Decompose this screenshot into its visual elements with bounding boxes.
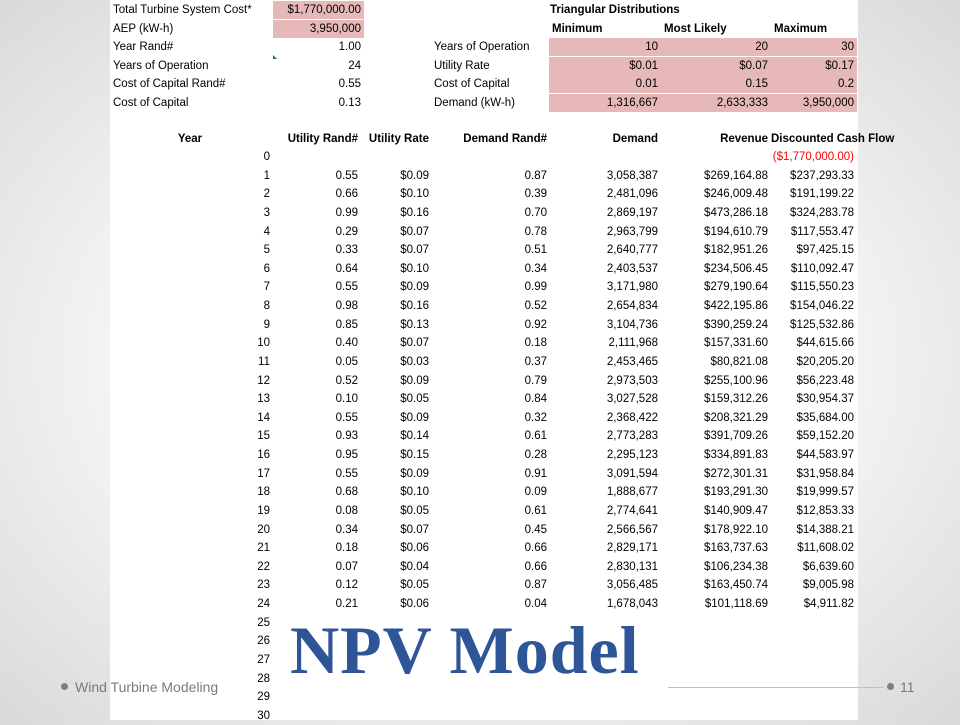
triangular-value: $0.07 bbox=[661, 57, 771, 75]
table-cell bbox=[771, 614, 857, 632]
table-cell: $269,164.88 bbox=[704, 169, 768, 182]
table-cell: $9,005.98 bbox=[802, 579, 854, 592]
table-cell bbox=[661, 651, 771, 669]
input-value: 1.00 bbox=[338, 41, 361, 54]
year-cell: 3 bbox=[263, 206, 270, 219]
table-cell: $0.10 bbox=[400, 262, 429, 275]
table-cell bbox=[273, 707, 361, 725]
table-cell: $0.07 bbox=[400, 523, 429, 536]
triangular-label: Demand (kW-h) bbox=[434, 97, 515, 109]
table-cell: $0.13 bbox=[400, 318, 429, 331]
table-cell: 3,171,980 bbox=[606, 281, 658, 294]
table-cell: $56,223.48 bbox=[796, 374, 854, 387]
column-header: Demand bbox=[612, 133, 658, 145]
table-cell: 0.52 bbox=[524, 300, 547, 313]
table-cell: $6,639.60 bbox=[802, 560, 854, 573]
table-cell: 0.05 bbox=[335, 355, 358, 368]
year-cell: 10 bbox=[257, 337, 270, 350]
triangular-value: 1,316,667 bbox=[549, 94, 661, 112]
table-cell: $44,615.66 bbox=[796, 337, 854, 350]
cell-comment-marker bbox=[273, 55, 277, 59]
table-cell bbox=[432, 707, 550, 725]
table-cell: $19,999.57 bbox=[796, 486, 854, 499]
table-cell: $334,891.83 bbox=[704, 449, 768, 462]
column-header: Year bbox=[177, 133, 203, 145]
triangular-value: 20 bbox=[661, 38, 771, 56]
table-cell bbox=[273, 148, 361, 166]
table-cell: $31,958.84 bbox=[796, 467, 854, 480]
table-cell: 0.37 bbox=[524, 355, 547, 368]
year-cell: 26 bbox=[257, 635, 270, 648]
table-cell: 0.45 bbox=[524, 523, 547, 536]
table-cell: $154,046.22 bbox=[790, 300, 854, 313]
table-cell: 0.91 bbox=[524, 467, 547, 480]
table-cell: $0.07 bbox=[400, 225, 429, 238]
table-cell: 2,640,777 bbox=[606, 244, 658, 257]
table-cell: 0.55 bbox=[335, 281, 358, 294]
table-cell: $391,709.26 bbox=[704, 430, 768, 443]
table-cell: 0.04 bbox=[524, 598, 547, 611]
table-cell: $0.09 bbox=[400, 411, 429, 424]
table-cell: $234,506.45 bbox=[704, 262, 768, 275]
table-cell: $30,954.37 bbox=[796, 393, 854, 406]
table-cell: $0.09 bbox=[400, 467, 429, 480]
table-cell: $20,205.20 bbox=[796, 355, 854, 368]
table-cell: 2,368,422 bbox=[606, 411, 658, 424]
table-cell bbox=[550, 688, 661, 706]
input-value: 0.55 bbox=[338, 78, 361, 91]
table-cell bbox=[550, 707, 661, 725]
table-cell: 0.18 bbox=[524, 337, 547, 350]
table-cell: 0.18 bbox=[335, 542, 358, 555]
input-label: Years of Operation bbox=[113, 59, 209, 72]
triangular-label: Years of Operation bbox=[434, 41, 530, 54]
table-cell: 0.66 bbox=[524, 560, 547, 573]
input-label: Cost of Capital bbox=[113, 97, 189, 109]
table-cell: $0.14 bbox=[400, 430, 429, 443]
input-label: AEP (kW-h) bbox=[113, 22, 174, 35]
table-cell: $140,909.47 bbox=[704, 504, 768, 517]
year-cell: 1 bbox=[263, 169, 270, 182]
table-cell bbox=[661, 632, 771, 650]
table-cell: 0.32 bbox=[524, 411, 547, 424]
table-cell: 2,403,537 bbox=[606, 262, 658, 275]
footer-right-bullet-icon bbox=[887, 683, 894, 690]
table-cell bbox=[771, 632, 857, 650]
table-cell: $208,321.29 bbox=[704, 411, 768, 424]
table-cell: $191,199.22 bbox=[790, 188, 854, 201]
table-cell: 0.55 bbox=[335, 411, 358, 424]
table-cell: 0.85 bbox=[335, 318, 358, 331]
triangular-value: 10 bbox=[549, 38, 661, 56]
input-label: Year Rand# bbox=[113, 41, 174, 54]
column-header: Discounted Cash Flow bbox=[771, 133, 895, 145]
table-cell bbox=[550, 148, 661, 166]
table-cell: $0.05 bbox=[400, 504, 429, 517]
column-header: Utility Rate bbox=[368, 133, 429, 145]
table-cell: $115,550.23 bbox=[790, 281, 854, 294]
table-cell: $324,283.78 bbox=[790, 206, 854, 219]
input-value: 24 bbox=[348, 59, 361, 72]
table-cell: ($1,770,000.00) bbox=[772, 151, 854, 163]
table-cell: 0.64 bbox=[335, 262, 358, 275]
table-cell bbox=[432, 148, 550, 166]
input-value: 3,950,000 bbox=[273, 20, 364, 38]
year-cell: 23 bbox=[257, 579, 270, 592]
table-cell: $163,737.63 bbox=[704, 542, 768, 555]
table-cell: 0.70 bbox=[524, 206, 547, 219]
table-cell bbox=[273, 688, 361, 706]
year-cell: 22 bbox=[257, 560, 270, 573]
table-cell: 0.10 bbox=[335, 393, 358, 406]
table-cell: $110,092.47 bbox=[790, 262, 854, 275]
table-cell: $0.09 bbox=[400, 169, 429, 182]
table-cell: 0.93 bbox=[335, 430, 358, 443]
year-cell: 14 bbox=[257, 411, 270, 424]
table-cell: 0.78 bbox=[524, 225, 547, 238]
table-cell: $44,583.97 bbox=[796, 449, 854, 462]
table-cell: $0.05 bbox=[400, 393, 429, 406]
year-cell: 20 bbox=[257, 523, 270, 536]
table-cell: 0.12 bbox=[335, 579, 358, 592]
table-cell: $422,195.86 bbox=[704, 300, 768, 313]
year-cell: 7 bbox=[263, 281, 270, 294]
table-cell bbox=[771, 688, 857, 706]
year-cell: 2 bbox=[263, 188, 270, 201]
table-cell: 2,830,131 bbox=[606, 560, 658, 573]
table-cell: 0.55 bbox=[335, 467, 358, 480]
input-label: Total Turbine System Cost* bbox=[113, 4, 252, 16]
year-cell: 19 bbox=[257, 504, 270, 517]
table-cell: 0.61 bbox=[524, 504, 547, 517]
year-cell: 18 bbox=[257, 486, 270, 499]
table-cell: $0.07 bbox=[400, 337, 429, 350]
year-cell: 24 bbox=[257, 598, 270, 611]
table-cell: 1,678,043 bbox=[606, 598, 658, 611]
table-cell: $11,608.02 bbox=[797, 542, 854, 555]
table-cell bbox=[771, 707, 857, 725]
year-cell: 12 bbox=[257, 374, 270, 387]
table-cell: 2,453,465 bbox=[606, 355, 658, 368]
year-cell: 6 bbox=[263, 262, 270, 275]
footer-divider bbox=[668, 687, 884, 688]
triangular-title: Triangular Distributions bbox=[550, 4, 680, 16]
year-cell: 5 bbox=[263, 244, 270, 257]
table-cell: 2,773,283 bbox=[606, 430, 658, 443]
table-cell: 0.66 bbox=[335, 188, 358, 201]
table-cell: $59,152.20 bbox=[796, 430, 854, 443]
table-cell: 0.87 bbox=[524, 579, 547, 592]
table-cell: $0.10 bbox=[400, 486, 429, 499]
table-cell: 0.08 bbox=[335, 504, 358, 517]
year-cell: 27 bbox=[257, 654, 270, 666]
table-cell bbox=[361, 688, 432, 706]
triangular-value: 0.01 bbox=[549, 75, 661, 93]
year-cell: 11 bbox=[258, 355, 270, 368]
footer-left-bullet-icon bbox=[61, 683, 68, 690]
year-cell: 17 bbox=[257, 467, 270, 480]
table-cell: 0.68 bbox=[335, 486, 358, 499]
column-header: Utility Rand# bbox=[287, 133, 358, 145]
table-cell bbox=[661, 614, 771, 632]
table-cell: 0.28 bbox=[524, 449, 547, 462]
table-cell: 0.39 bbox=[524, 188, 547, 201]
triangular-value: 3,950,000 bbox=[771, 94, 857, 112]
table-cell: 0.99 bbox=[524, 281, 547, 294]
table-cell: $0.07 bbox=[400, 244, 429, 257]
table-cell: $182,951.26 bbox=[704, 244, 768, 257]
table-cell: 2,654,834 bbox=[606, 300, 658, 313]
year-cell: 13 bbox=[257, 393, 270, 406]
input-value: $1,770,000.00 bbox=[273, 1, 364, 19]
table-cell: 0.79 bbox=[524, 374, 547, 387]
table-cell: 0.61 bbox=[524, 430, 547, 443]
table-cell: $0.05 bbox=[400, 579, 429, 592]
table-cell bbox=[661, 148, 771, 166]
table-cell: 0.21 bbox=[335, 598, 358, 611]
table-cell: $159,312.26 bbox=[704, 393, 768, 406]
triangular-header: Minimum bbox=[552, 22, 603, 35]
table-cell: $12,853.33 bbox=[796, 504, 854, 517]
year-cell: 8 bbox=[263, 300, 270, 313]
table-cell: $0.04 bbox=[400, 560, 429, 573]
table-cell: 0.98 bbox=[335, 300, 358, 313]
table-cell: $163,450.74 bbox=[704, 579, 768, 592]
table-cell: 2,973,503 bbox=[606, 374, 658, 387]
triangular-label: Cost of Capital bbox=[434, 78, 510, 91]
year-cell: 21 bbox=[257, 542, 270, 555]
triangular-value: 0.15 bbox=[661, 75, 771, 93]
table-cell bbox=[361, 148, 432, 166]
slide-title: NPV Model bbox=[290, 612, 640, 688]
table-cell: $157,331.60 bbox=[704, 337, 768, 350]
table-cell: 2,481,096 bbox=[606, 188, 658, 201]
input-value: 0.13 bbox=[338, 97, 361, 109]
table-cell: 0.95 bbox=[335, 449, 358, 462]
column-header: Demand Rand# bbox=[463, 133, 547, 145]
year-cell: 0 bbox=[263, 151, 270, 163]
table-cell bbox=[432, 688, 550, 706]
table-cell: $193,291.30 bbox=[704, 486, 768, 499]
triangular-value: $0.17 bbox=[771, 57, 857, 75]
triangular-label: Utility Rate bbox=[434, 59, 490, 72]
table-cell: $246,009.48 bbox=[704, 188, 768, 201]
table-cell: 0.29 bbox=[335, 225, 358, 238]
year-cell: 28 bbox=[257, 672, 270, 685]
table-cell: $272,301.31 bbox=[704, 467, 768, 480]
table-cell: 0.84 bbox=[524, 393, 547, 406]
table-cell: $0.06 bbox=[400, 598, 429, 611]
table-cell: $0.15 bbox=[400, 449, 429, 462]
table-cell: 3,104,736 bbox=[606, 318, 658, 331]
table-cell bbox=[661, 707, 771, 725]
year-cell: 4 bbox=[263, 225, 270, 238]
table-cell: $237,293.33 bbox=[790, 169, 854, 182]
table-cell: 2,566,567 bbox=[606, 523, 658, 536]
table-cell bbox=[661, 688, 771, 706]
triangular-header: Maximum bbox=[774, 22, 828, 35]
year-cell: 25 bbox=[257, 616, 270, 629]
table-cell: 2,774,641 bbox=[606, 504, 658, 517]
table-cell: $125,532.86 bbox=[790, 318, 854, 331]
table-cell bbox=[771, 670, 857, 688]
table-cell: $101,118.69 bbox=[704, 598, 768, 611]
table-cell: 0.99 bbox=[335, 206, 358, 219]
triangular-value: 0.2 bbox=[771, 75, 857, 93]
year-cell: 9 bbox=[263, 318, 270, 331]
table-cell: 0.34 bbox=[524, 262, 547, 275]
table-cell: $390,259.24 bbox=[704, 318, 768, 331]
table-cell: 0.40 bbox=[335, 337, 358, 350]
table-cell: 0.33 bbox=[335, 244, 358, 257]
table-cell: 0.55 bbox=[335, 169, 358, 182]
triangular-value: 2,633,333 bbox=[661, 94, 771, 112]
table-cell: $279,190.64 bbox=[704, 281, 768, 294]
table-cell: 0.52 bbox=[335, 374, 358, 387]
table-cell: $0.09 bbox=[400, 374, 429, 387]
table-cell: 1,888,677 bbox=[606, 486, 658, 499]
year-cell: 29 bbox=[257, 691, 270, 704]
slide-number: 11 bbox=[900, 679, 915, 695]
table-cell: 0.34 bbox=[335, 523, 358, 536]
table-cell: 2,869,197 bbox=[606, 206, 658, 219]
year-cell: 16 bbox=[257, 449, 270, 462]
table-cell: 0.87 bbox=[524, 169, 547, 182]
footer-title: Wind Turbine Modeling bbox=[75, 679, 219, 695]
table-cell: $0.06 bbox=[400, 542, 429, 555]
triangular-value: $0.01 bbox=[549, 57, 661, 75]
table-cell: $0.16 bbox=[400, 206, 429, 219]
table-cell: $117,553.47 bbox=[790, 225, 854, 238]
year-cell: 15 bbox=[257, 430, 270, 443]
input-label: Cost of Capital Rand# bbox=[113, 78, 226, 91]
table-cell: 0.66 bbox=[524, 542, 547, 555]
table-cell: 0.51 bbox=[524, 244, 547, 257]
table-cell: $178,922.10 bbox=[704, 523, 768, 536]
table-cell: $4,911.82 bbox=[803, 598, 854, 611]
table-cell: $194,610.79 bbox=[704, 225, 768, 238]
table-cell: 2,963,799 bbox=[606, 225, 658, 238]
table-cell: 3,027,528 bbox=[606, 393, 658, 406]
table-cell: $0.09 bbox=[400, 281, 429, 294]
table-cell bbox=[361, 707, 432, 725]
table-cell: 0.92 bbox=[524, 318, 547, 331]
table-cell: 3,091,594 bbox=[606, 467, 658, 480]
table-cell: $35,684.00 bbox=[796, 411, 854, 424]
table-cell: $0.03 bbox=[400, 355, 429, 368]
table-cell: $0.16 bbox=[400, 300, 429, 313]
year-cell: 30 bbox=[257, 709, 270, 722]
table-cell: $80,821.08 bbox=[710, 355, 768, 368]
table-cell: 0.07 bbox=[335, 560, 358, 573]
table-cell: $0.10 bbox=[400, 188, 429, 201]
table-cell: $106,234.38 bbox=[704, 560, 768, 573]
table-cell bbox=[771, 651, 857, 669]
table-cell: 2,295,123 bbox=[606, 449, 658, 462]
table-cell: $473,286.18 bbox=[704, 206, 768, 219]
column-header: Revenue bbox=[720, 133, 768, 145]
table-cell: $14,388.21 bbox=[796, 523, 854, 536]
table-cell: 3,058,387 bbox=[606, 169, 658, 182]
table-cell: $255,100.96 bbox=[704, 374, 768, 387]
table-cell: 2,111,968 bbox=[608, 337, 658, 350]
table-cell: 3,056,485 bbox=[606, 579, 658, 592]
table-cell: $97,425.15 bbox=[796, 244, 854, 257]
table-cell: 0.09 bbox=[524, 486, 547, 499]
triangular-header: Most Likely bbox=[664, 22, 727, 35]
table-cell bbox=[661, 670, 771, 688]
triangular-value: 30 bbox=[771, 38, 857, 56]
table-cell: 2,829,171 bbox=[606, 542, 658, 555]
